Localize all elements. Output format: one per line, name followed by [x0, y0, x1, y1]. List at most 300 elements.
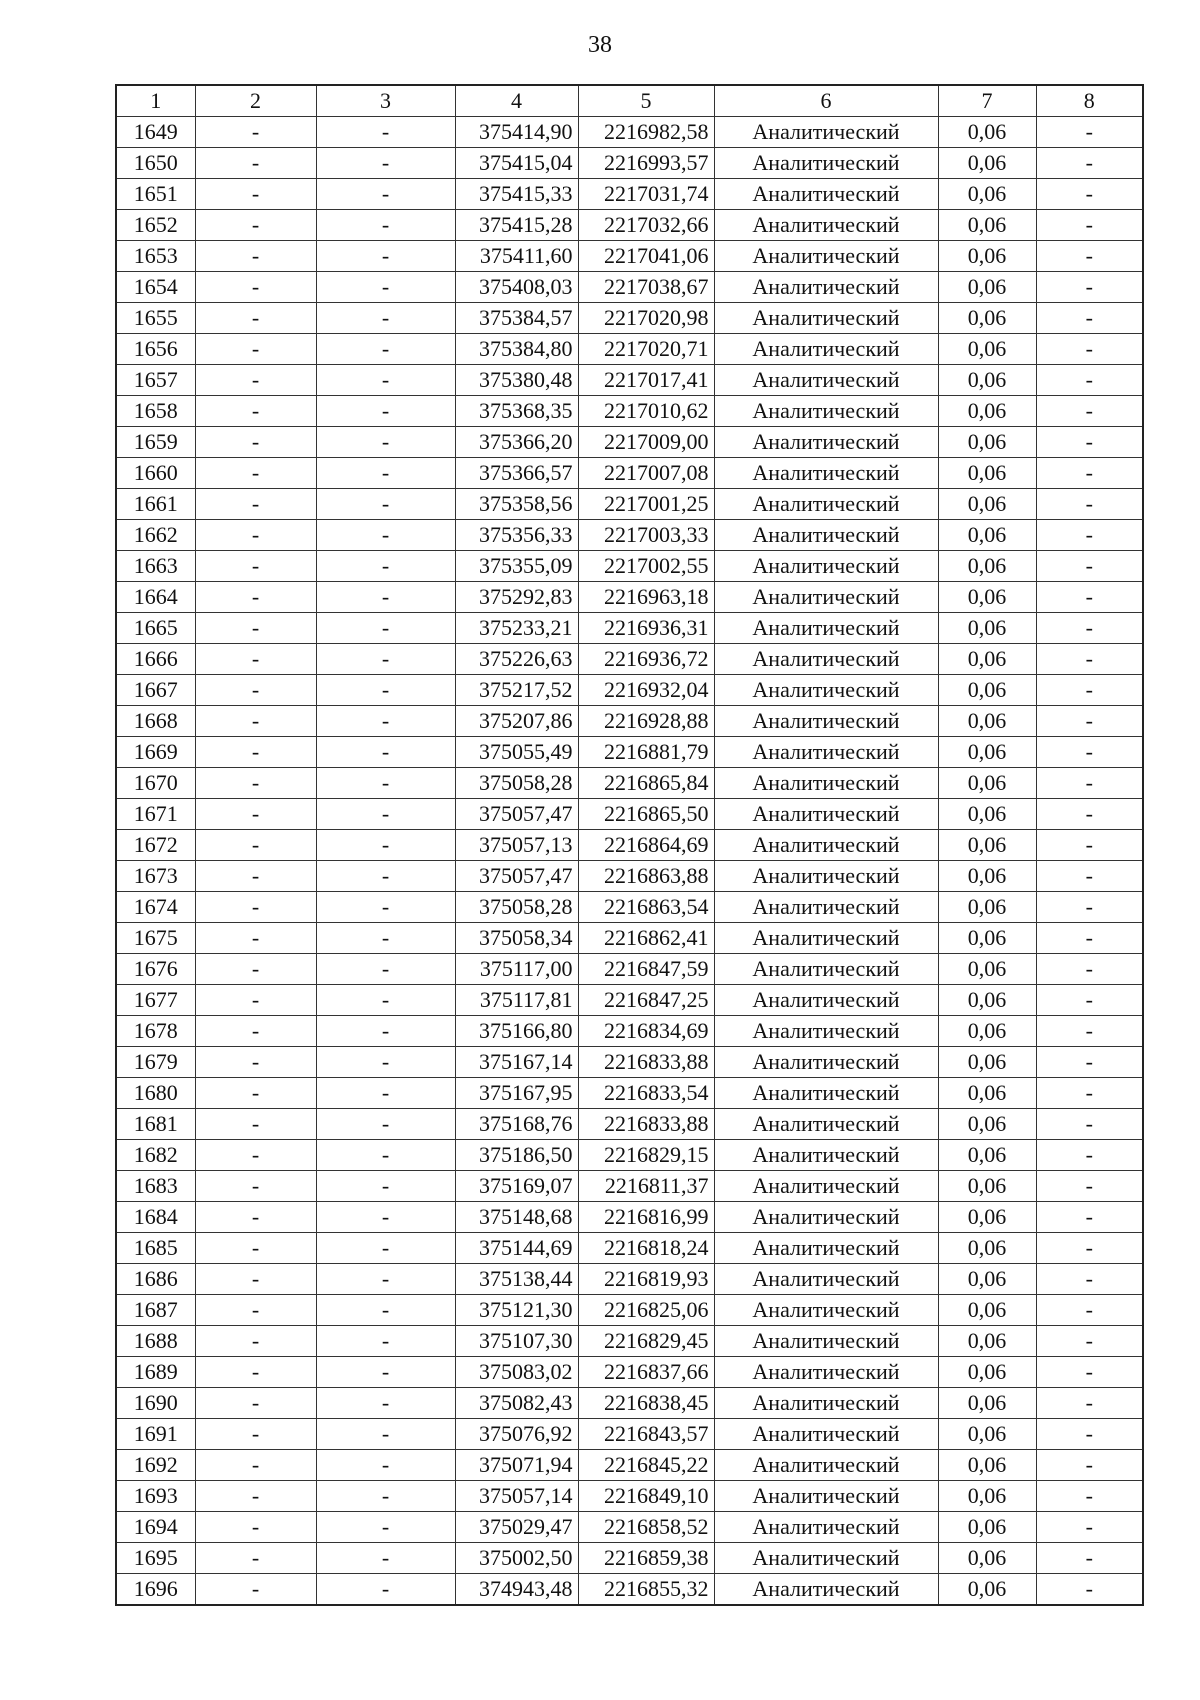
cell-accuracy: 0,06 [938, 892, 1036, 923]
cell-point-number: 1690 [116, 1388, 195, 1419]
cell-y-coordinate: 2217041,06 [578, 241, 714, 272]
cell-y-coordinate: 2216849,10 [578, 1481, 714, 1512]
cell-col-2: - [195, 613, 316, 644]
cell-y-coordinate: 2216865,50 [578, 799, 714, 830]
cell-col-8: - [1036, 1512, 1143, 1543]
cell-point-number: 1662 [116, 520, 195, 551]
cell-col-8: - [1036, 148, 1143, 179]
cell-method: Аналитический [714, 1047, 938, 1078]
cell-col-8: - [1036, 1078, 1143, 1109]
cell-point-number: 1666 [116, 644, 195, 675]
cell-accuracy: 0,06 [938, 148, 1036, 179]
cell-col-2: - [195, 830, 316, 861]
cell-method: Аналитический [714, 1233, 938, 1264]
coordinates-table [115, 84, 1144, 1606]
cell-col-3: - [316, 1388, 455, 1419]
cell-point-number: 1650 [116, 148, 195, 179]
table-row [116, 334, 1143, 365]
table-row [116, 1388, 1143, 1419]
cell-col-8: - [1036, 1233, 1143, 1264]
cell-x-coordinate: 375380,48 [455, 365, 578, 396]
cell-y-coordinate: 2216847,59 [578, 954, 714, 985]
cell-method: Аналитический [714, 582, 938, 613]
cell-method: Аналитический [714, 768, 938, 799]
cell-point-number: 1656 [116, 334, 195, 365]
cell-col-2: - [195, 1450, 316, 1481]
cell-y-coordinate: 2217001,25 [578, 489, 714, 520]
table-row [116, 179, 1143, 210]
cell-method: Аналитический [714, 1543, 938, 1574]
table-row [116, 644, 1143, 675]
cell-col-3: - [316, 644, 455, 675]
cell-col-3: - [316, 1326, 455, 1357]
cell-accuracy: 0,06 [938, 1078, 1036, 1109]
cell-point-number: 1667 [116, 675, 195, 706]
cell-x-coordinate: 375186,50 [455, 1140, 578, 1171]
cell-col-3: - [316, 985, 455, 1016]
cell-point-number: 1684 [116, 1202, 195, 1233]
cell-point-number: 1658 [116, 396, 195, 427]
cell-x-coordinate: 375368,35 [455, 396, 578, 427]
cell-col-8: - [1036, 675, 1143, 706]
cell-y-coordinate: 2216859,38 [578, 1543, 714, 1574]
cell-y-coordinate: 2217009,00 [578, 427, 714, 458]
cell-col-3: - [316, 1109, 455, 1140]
cell-col-3: - [316, 1171, 455, 1202]
table-row [116, 1047, 1143, 1078]
cell-col-8: - [1036, 1543, 1143, 1574]
cell-y-coordinate: 2216825,06 [578, 1295, 714, 1326]
cell-col-3: - [316, 1419, 455, 1450]
cell-col-8: - [1036, 644, 1143, 675]
cell-point-number: 1685 [116, 1233, 195, 1264]
cell-y-coordinate: 2216936,72 [578, 644, 714, 675]
cell-col-3: - [316, 675, 455, 706]
cell-col-2: - [195, 1512, 316, 1543]
cell-col-2: - [195, 396, 316, 427]
cell-y-coordinate: 2217017,41 [578, 365, 714, 396]
cell-x-coordinate: 375366,57 [455, 458, 578, 489]
cell-method: Аналитический [714, 1295, 938, 1326]
cell-col-3: - [316, 551, 455, 582]
cell-x-coordinate: 375144,69 [455, 1233, 578, 1264]
cell-col-2: - [195, 1481, 316, 1512]
cell-col-8: - [1036, 1109, 1143, 1140]
cell-x-coordinate: 375083,02 [455, 1357, 578, 1388]
cell-accuracy: 0,06 [938, 768, 1036, 799]
cell-y-coordinate: 2216829,15 [578, 1140, 714, 1171]
table-row [116, 861, 1143, 892]
cell-col-2: - [195, 737, 316, 768]
cell-col-3: - [316, 458, 455, 489]
cell-point-number: 1665 [116, 613, 195, 644]
cell-col-8: - [1036, 210, 1143, 241]
cell-col-2: - [195, 799, 316, 830]
cell-accuracy: 0,06 [938, 210, 1036, 241]
cell-x-coordinate: 375117,00 [455, 954, 578, 985]
cell-col-2: - [195, 458, 316, 489]
cell-col-2: - [195, 210, 316, 241]
cell-method: Аналитический [714, 1450, 938, 1481]
table-row [116, 1543, 1143, 1574]
cell-method: Аналитический [714, 675, 938, 706]
table-row [116, 1078, 1143, 1109]
cell-accuracy: 0,06 [938, 1481, 1036, 1512]
cell-accuracy: 0,06 [938, 737, 1036, 768]
cell-method: Аналитический [714, 799, 938, 830]
cell-accuracy: 0,06 [938, 830, 1036, 861]
cell-y-coordinate: 2217038,67 [578, 272, 714, 303]
cell-col-8: - [1036, 954, 1143, 985]
cell-accuracy: 0,06 [938, 489, 1036, 520]
cell-col-3: - [316, 1481, 455, 1512]
cell-point-number: 1664 [116, 582, 195, 613]
cell-method: Аналитический [714, 1202, 938, 1233]
cell-col-8: - [1036, 179, 1143, 210]
cell-col-2: - [195, 1574, 316, 1606]
cell-col-3: - [316, 520, 455, 551]
cell-accuracy: 0,06 [938, 706, 1036, 737]
cell-point-number: 1687 [116, 1295, 195, 1326]
cell-method: Аналитический [714, 1326, 938, 1357]
cell-x-coordinate: 375226,63 [455, 644, 578, 675]
cell-col-8: - [1036, 1140, 1143, 1171]
table-row [116, 458, 1143, 489]
cell-col-3: - [316, 923, 455, 954]
cell-col-3: - [316, 489, 455, 520]
cell-method: Аналитический [714, 923, 938, 954]
cell-col-3: - [316, 148, 455, 179]
cell-method: Аналитический [714, 985, 938, 1016]
table-row [116, 489, 1143, 520]
table-row [116, 923, 1143, 954]
cell-y-coordinate: 2216833,54 [578, 1078, 714, 1109]
cell-accuracy: 0,06 [938, 551, 1036, 582]
cell-accuracy: 0,06 [938, 458, 1036, 489]
cell-point-number: 1655 [116, 303, 195, 334]
cell-col-3: - [316, 396, 455, 427]
cell-y-coordinate: 2216863,88 [578, 861, 714, 892]
cell-col-8: - [1036, 799, 1143, 830]
cell-y-coordinate: 2216855,32 [578, 1574, 714, 1606]
cell-method: Аналитический [714, 427, 938, 458]
table-header-row [116, 85, 1143, 117]
cell-col-2: - [195, 706, 316, 737]
table-row [116, 737, 1143, 768]
cell-method: Аналитический [714, 551, 938, 582]
table-row [116, 551, 1143, 582]
cell-y-coordinate: 2216811,37 [578, 1171, 714, 1202]
table-row [116, 706, 1143, 737]
cell-col-8: - [1036, 1016, 1143, 1047]
cell-y-coordinate: 2216843,57 [578, 1419, 714, 1450]
cell-col-3: - [316, 1016, 455, 1047]
cell-col-8: - [1036, 365, 1143, 396]
cell-point-number: 1686 [116, 1264, 195, 1295]
cell-x-coordinate: 375233,21 [455, 613, 578, 644]
cell-point-number: 1695 [116, 1543, 195, 1574]
cell-method: Аналитический [714, 458, 938, 489]
cell-point-number: 1674 [116, 892, 195, 923]
cell-accuracy: 0,06 [938, 1512, 1036, 1543]
cell-col-8: - [1036, 396, 1143, 427]
cell-col-2: - [195, 861, 316, 892]
cell-col-8: - [1036, 489, 1143, 520]
table-row [116, 427, 1143, 458]
table-row [116, 1171, 1143, 1202]
cell-col-3: - [316, 1233, 455, 1264]
cell-col-8: - [1036, 582, 1143, 613]
cell-col-2: - [195, 334, 316, 365]
cell-col-8: - [1036, 334, 1143, 365]
cell-col-8: - [1036, 892, 1143, 923]
cell-y-coordinate: 2217031,74 [578, 179, 714, 210]
cell-y-coordinate: 2216838,45 [578, 1388, 714, 1419]
cell-x-coordinate: 375408,03 [455, 272, 578, 303]
cell-y-coordinate: 2217032,66 [578, 210, 714, 241]
cell-col-3: - [316, 1357, 455, 1388]
cell-method: Аналитический [714, 334, 938, 365]
cell-x-coordinate: 375217,52 [455, 675, 578, 706]
cell-col-3: - [316, 1574, 455, 1606]
cell-col-3: - [316, 892, 455, 923]
cell-y-coordinate: 2216932,04 [578, 675, 714, 706]
cell-method: Аналитический [714, 892, 938, 923]
cell-col-2: - [195, 427, 316, 458]
cell-col-3: - [316, 365, 455, 396]
cell-col-3: - [316, 1047, 455, 1078]
cell-col-2: - [195, 1419, 316, 1450]
table-row [116, 954, 1143, 985]
cell-col-3: - [316, 427, 455, 458]
cell-point-number: 1675 [116, 923, 195, 954]
cell-x-coordinate: 375057,14 [455, 1481, 578, 1512]
table-row [116, 1574, 1143, 1606]
column-header: 8 [1036, 85, 1143, 117]
cell-col-2: - [195, 892, 316, 923]
cell-method: Аналитический [714, 303, 938, 334]
cell-y-coordinate: 2216982,58 [578, 117, 714, 148]
cell-col-2: - [195, 768, 316, 799]
cell-col-8: - [1036, 1171, 1143, 1202]
cell-x-coordinate: 375411,60 [455, 241, 578, 272]
cell-y-coordinate: 2216881,79 [578, 737, 714, 768]
cell-accuracy: 0,06 [938, 272, 1036, 303]
cell-point-number: 1672 [116, 830, 195, 861]
cell-col-2: - [195, 954, 316, 985]
cell-method: Аналитический [714, 365, 938, 396]
cell-point-number: 1694 [116, 1512, 195, 1543]
table-row [116, 117, 1143, 148]
cell-point-number: 1689 [116, 1357, 195, 1388]
cell-y-coordinate: 2216847,25 [578, 985, 714, 1016]
cell-col-8: - [1036, 1326, 1143, 1357]
cell-col-2: - [195, 582, 316, 613]
cell-y-coordinate: 2216833,88 [578, 1109, 714, 1140]
cell-method: Аналитический [714, 1109, 938, 1140]
cell-x-coordinate: 375415,28 [455, 210, 578, 241]
cell-col-2: - [195, 1202, 316, 1233]
table-row [116, 830, 1143, 861]
table-row [116, 272, 1143, 303]
cell-method: Аналитический [714, 1512, 938, 1543]
cell-col-3: - [316, 768, 455, 799]
cell-x-coordinate: 375366,20 [455, 427, 578, 458]
cell-method: Аналитический [714, 737, 938, 768]
cell-col-3: - [316, 830, 455, 861]
cell-y-coordinate: 2216829,45 [578, 1326, 714, 1357]
cell-x-coordinate: 375121,30 [455, 1295, 578, 1326]
cell-point-number: 1691 [116, 1419, 195, 1450]
cell-accuracy: 0,06 [938, 303, 1036, 334]
cell-accuracy: 0,06 [938, 1574, 1036, 1606]
cell-col-3: - [316, 1512, 455, 1543]
cell-point-number: 1659 [116, 427, 195, 458]
cell-col-8: - [1036, 1295, 1143, 1326]
cell-accuracy: 0,06 [938, 1264, 1036, 1295]
table-row [116, 1016, 1143, 1047]
cell-accuracy: 0,06 [938, 365, 1036, 396]
table-row [116, 520, 1143, 551]
table-row [116, 1233, 1143, 1264]
cell-col-2: - [195, 1233, 316, 1264]
cell-point-number: 1673 [116, 861, 195, 892]
cell-x-coordinate: 375058,28 [455, 768, 578, 799]
cell-col-2: - [195, 520, 316, 551]
cell-accuracy: 0,06 [938, 861, 1036, 892]
cell-y-coordinate: 2216834,69 [578, 1016, 714, 1047]
cell-col-8: - [1036, 737, 1143, 768]
cell-y-coordinate: 2216816,99 [578, 1202, 714, 1233]
cell-col-8: - [1036, 1357, 1143, 1388]
cell-col-2: - [195, 148, 316, 179]
cell-accuracy: 0,06 [938, 644, 1036, 675]
cell-accuracy: 0,06 [938, 1109, 1036, 1140]
cell-col-8: - [1036, 1574, 1143, 1606]
cell-col-3: - [316, 1264, 455, 1295]
cell-method: Аналитический [714, 861, 938, 892]
cell-accuracy: 0,06 [938, 582, 1036, 613]
cell-method: Аналитический [714, 613, 938, 644]
cell-accuracy: 0,06 [938, 1326, 1036, 1357]
column-header: 1 [116, 85, 195, 117]
table-row [116, 396, 1143, 427]
table-row [116, 892, 1143, 923]
page-number: 38 [588, 32, 612, 58]
cell-point-number: 1660 [116, 458, 195, 489]
cell-x-coordinate: 375414,90 [455, 117, 578, 148]
cell-col-8: - [1036, 830, 1143, 861]
cell-accuracy: 0,06 [938, 1543, 1036, 1574]
table-row [116, 1295, 1143, 1326]
cell-y-coordinate: 2216928,88 [578, 706, 714, 737]
cell-col-2: - [195, 1388, 316, 1419]
cell-method: Аналитический [714, 1078, 938, 1109]
cell-x-coordinate: 375167,14 [455, 1047, 578, 1078]
cell-x-coordinate: 375415,04 [455, 148, 578, 179]
cell-x-coordinate: 375057,47 [455, 799, 578, 830]
cell-point-number: 1654 [116, 272, 195, 303]
cell-col-2: - [195, 551, 316, 582]
cell-col-3: - [316, 1140, 455, 1171]
cell-col-3: - [316, 954, 455, 985]
cell-accuracy: 0,06 [938, 520, 1036, 551]
cell-col-8: - [1036, 241, 1143, 272]
cell-accuracy: 0,06 [938, 396, 1036, 427]
cell-method: Аналитический [714, 179, 938, 210]
cell-point-number: 1682 [116, 1140, 195, 1171]
table-row [116, 613, 1143, 644]
cell-col-8: - [1036, 923, 1143, 954]
cell-accuracy: 0,06 [938, 1233, 1036, 1264]
cell-col-2: - [195, 272, 316, 303]
cell-col-3: - [316, 1202, 455, 1233]
cell-accuracy: 0,06 [938, 1047, 1036, 1078]
table-row [116, 1140, 1143, 1171]
table-row [116, 1450, 1143, 1481]
cell-method: Аналитический [714, 954, 938, 985]
cell-method: Аналитический [714, 1388, 938, 1419]
cell-col-2: - [195, 644, 316, 675]
cell-col-8: - [1036, 1419, 1143, 1450]
table-row [116, 1481, 1143, 1512]
cell-x-coordinate: 375415,33 [455, 179, 578, 210]
cell-accuracy: 0,06 [938, 675, 1036, 706]
cell-col-2: - [195, 1326, 316, 1357]
cell-point-number: 1677 [116, 985, 195, 1016]
cell-x-coordinate: 375076,92 [455, 1419, 578, 1450]
cell-point-number: 1669 [116, 737, 195, 768]
table-row [116, 985, 1143, 1016]
cell-col-3: - [316, 737, 455, 768]
table-row [116, 1202, 1143, 1233]
cell-y-coordinate: 2217002,55 [578, 551, 714, 582]
column-header: 5 [578, 85, 714, 117]
cell-x-coordinate: 375355,09 [455, 551, 578, 582]
cell-accuracy: 0,06 [938, 179, 1036, 210]
cell-x-coordinate: 375169,07 [455, 1171, 578, 1202]
cell-col-3: - [316, 582, 455, 613]
cell-col-3: - [316, 1543, 455, 1574]
cell-accuracy: 0,06 [938, 613, 1036, 644]
cell-x-coordinate: 375058,28 [455, 892, 578, 923]
cell-method: Аналитический [714, 1357, 938, 1388]
cell-point-number: 1663 [116, 551, 195, 582]
table-row [116, 1109, 1143, 1140]
cell-method: Аналитический [714, 644, 938, 675]
cell-x-coordinate: 375029,47 [455, 1512, 578, 1543]
cell-accuracy: 0,06 [938, 1016, 1036, 1047]
cell-point-number: 1678 [116, 1016, 195, 1047]
cell-col-2: - [195, 1543, 316, 1574]
table-row [116, 1326, 1143, 1357]
cell-accuracy: 0,06 [938, 427, 1036, 458]
cell-accuracy: 0,06 [938, 1140, 1036, 1171]
cell-point-number: 1661 [116, 489, 195, 520]
cell-y-coordinate: 2216963,18 [578, 582, 714, 613]
cell-x-coordinate: 375384,57 [455, 303, 578, 334]
cell-point-number: 1657 [116, 365, 195, 396]
cell-accuracy: 0,06 [938, 1388, 1036, 1419]
cell-method: Аналитический [714, 1171, 938, 1202]
cell-accuracy: 0,06 [938, 954, 1036, 985]
cell-accuracy: 0,06 [938, 334, 1036, 365]
table-row [116, 799, 1143, 830]
cell-point-number: 1688 [116, 1326, 195, 1357]
table-row [116, 582, 1143, 613]
cell-accuracy: 0,06 [938, 117, 1036, 148]
cell-point-number: 1653 [116, 241, 195, 272]
